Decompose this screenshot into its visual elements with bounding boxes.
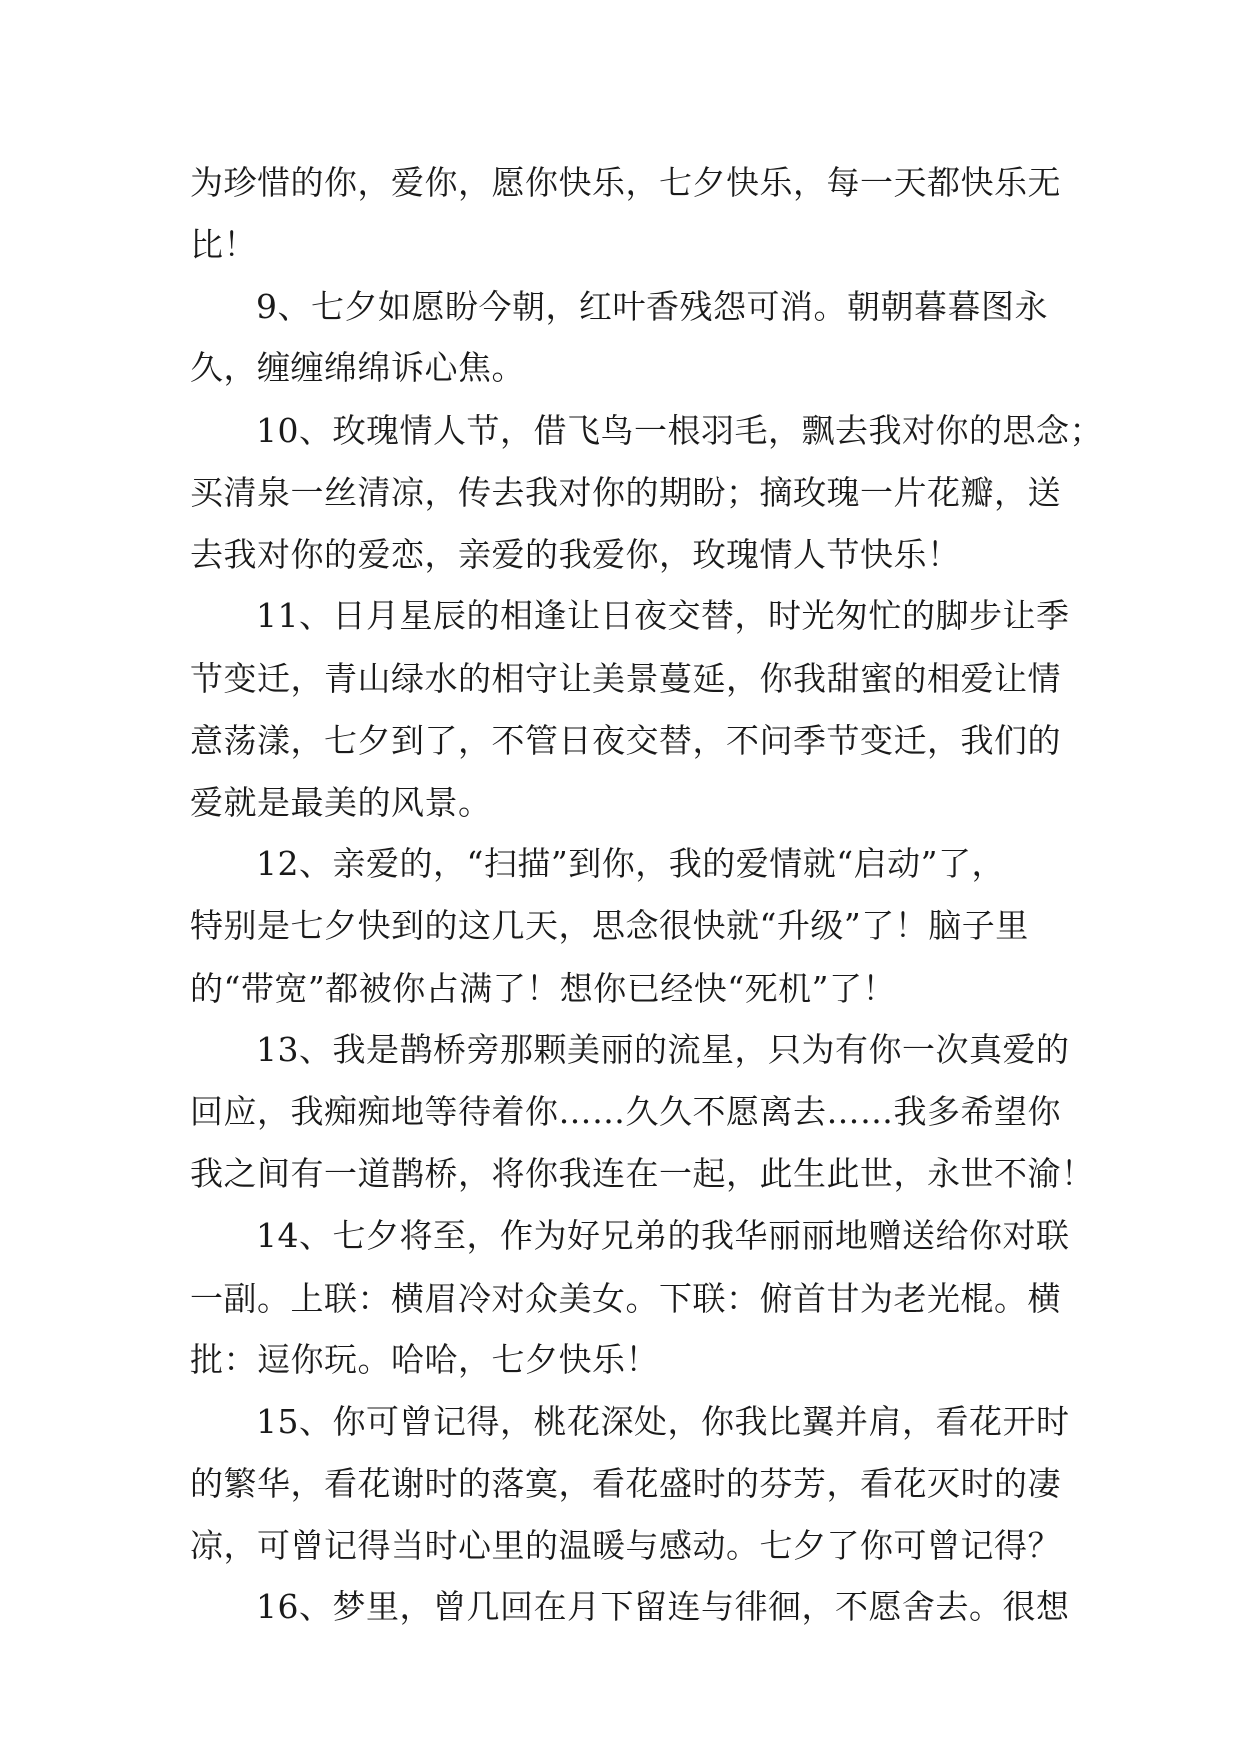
text-line: 去我对你的爱恋，亲爱的我爱你，玫瑰情人节快乐！ xyxy=(190,535,961,574)
paragraph-10-line: 10、玫瑰情人节，借飞鸟一根羽毛，飘去我对你的思念； xyxy=(256,411,1103,450)
text-line: 批：逗你玩。哈哈，七夕快乐！ xyxy=(190,1340,659,1379)
text-line: 特别是七夕快到的这几天，思念很快就“升级”了！脑子里 xyxy=(190,906,1029,945)
text-line: 比！ xyxy=(190,225,257,264)
paragraph-13-line: 13、我是鹊桥旁那颗美丽的流星，只为有你一次真爱的 xyxy=(256,1030,1070,1069)
text-line: 的“带宽”都被你占满了！想你已经快“死机”了！ xyxy=(190,969,896,1008)
text-line: 我之间有一道鹊桥，将你我连在一起，此生此世，永世不渝！ xyxy=(190,1154,1095,1193)
text-line: 节变迁，青山绿水的相守让美景蔓延，你我甜蜜的相爱让情 xyxy=(190,659,1061,698)
text-line: 意荡漾，七夕到了，不管日夜交替，不问季节变迁，我们的 xyxy=(190,721,1061,760)
text-line: 为珍惜的你，爱你，愿你快乐，七夕快乐，每一天都快乐无 xyxy=(190,163,1061,202)
text-line: 凉，可曾记得当时心里的温暖与感动。七夕了你可曾记得？ xyxy=(190,1526,1061,1565)
text-line: 一副。上联：横眉冷对众美女。下联：俯首甘为老光棍。横 xyxy=(190,1279,1061,1318)
paragraph-12-line: 12、亲爱的，“扫描”到你，我的爱情就“启动”了， xyxy=(256,844,1005,883)
text-line: 回应，我痴痴地等待着你……久久不愿离去……我多希望你 xyxy=(190,1092,1061,1131)
text-line: 的繁华，看花谢时的落寞，看花盛时的芬芳，看花灭时的凄 xyxy=(190,1464,1061,1503)
text-line: 爱就是最美的风景。 xyxy=(190,783,492,822)
text-line: 买清泉一丝清凉，传去我对你的期盼；摘玫瑰一片花瓣，送 xyxy=(190,473,1061,512)
paragraph-9-line: 9、七夕如愿盼今朝，红叶香残怨可消。朝朝暮暮图永 xyxy=(256,287,1048,326)
paragraph-14-line: 14、七夕将至，作为好兄弟的我华丽丽地赠送给你对联 xyxy=(256,1216,1070,1255)
paragraph-16-line: 16、梦里，曾几回在月下留连与徘徊，不愿舍去。很想 xyxy=(256,1587,1070,1626)
paragraph-15-line: 15、你可曾记得，桃花深处，你我比翼并肩，看花开时 xyxy=(256,1402,1070,1441)
text-line: 久，缠缠绵绵诉心焦。 xyxy=(190,348,525,387)
paragraph-11-line: 11、日月星辰的相逢让日夜交替，时光匆忙的脚步让季 xyxy=(256,596,1070,635)
